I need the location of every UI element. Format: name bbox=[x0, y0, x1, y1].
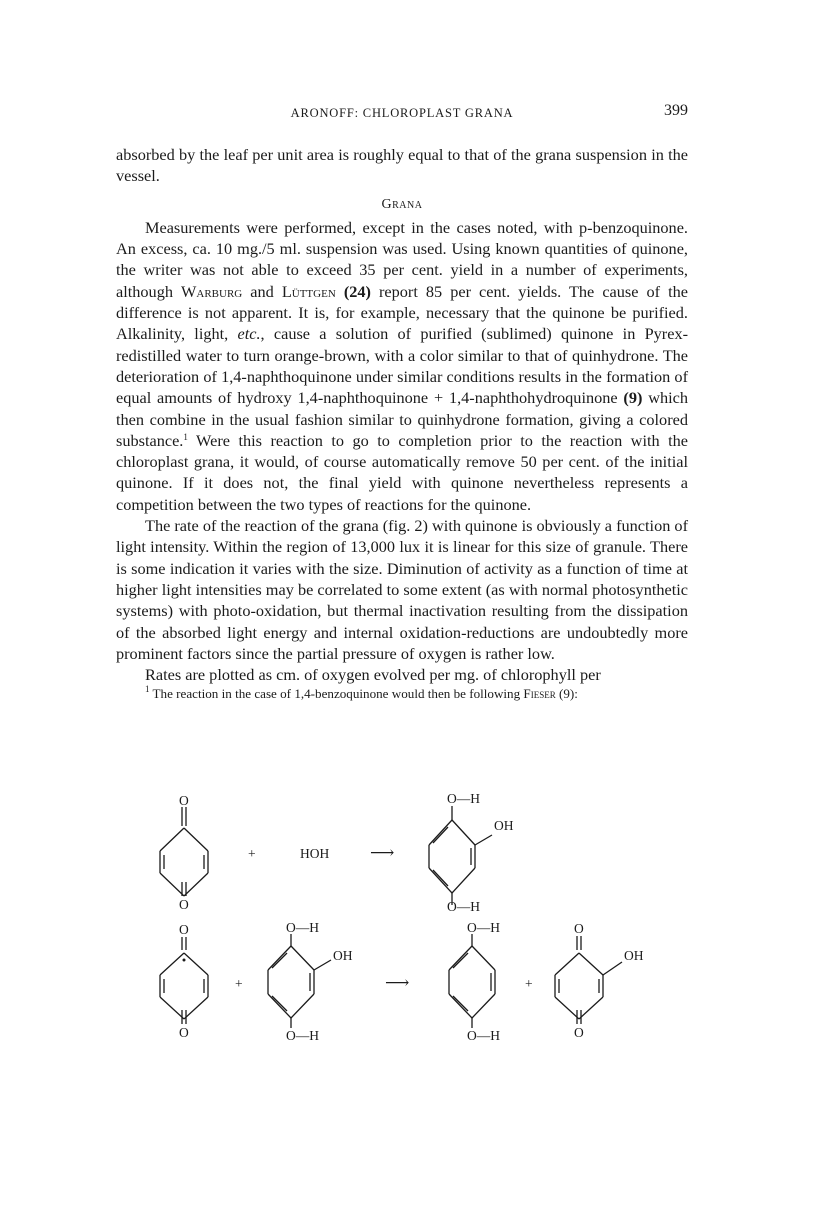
label-hydroxyl: O—H bbox=[467, 1028, 500, 1043]
citation-9: (9) bbox=[623, 388, 643, 408]
text-span: Measurements were performed, except in the cases noted, with p-benzoquinone. An excess, ca. 10 mg./5 ml. suspension was used. Using known quantities of quinone, the writer was not able to exceed 35 per cent. yield in a number of experiments, although bbox=[116, 217, 688, 301]
text-span: which then combine in the usual fashion similar to quinhydrone formation, giving a colored substance. bbox=[116, 388, 688, 450]
reaction-arrow: ⟶ bbox=[385, 973, 410, 992]
running-head: ARONOFF: CHLOROPLAST GRANA bbox=[290, 106, 514, 120]
text-span: and bbox=[242, 281, 282, 301]
label-hydroxyl: O—H bbox=[467, 920, 500, 935]
hydroxyhydroquinone-structure-2 bbox=[268, 934, 331, 1028]
paragraph-rates-plotted: Rates are plotted as cm. of oxygen evolved per mg. of chlorophyll per bbox=[145, 665, 601, 685]
label-hydroxyl: O—H bbox=[286, 1028, 319, 1043]
label-hydroxyl: O—H bbox=[286, 920, 319, 935]
footnote-marker: 1 bbox=[183, 431, 188, 442]
paragraph-continued: absorbed by the leaf per unit area is roughly equal to that of the grana suspension in the vessel. bbox=[116, 145, 688, 186]
label-water: HOH bbox=[300, 846, 330, 861]
label-oxygen: O bbox=[179, 922, 189, 937]
author-fieser: Fieser bbox=[523, 686, 556, 702]
author-warburg: Warburg bbox=[181, 281, 243, 301]
text-span: , cause a solution of purified (sublimed) quinone in Pyrex-redistilled water to turn orange-brown, with a color similar to that of quinhydrone. The deterioration of 1,4-naphthoquinone under similar conditions results in the formation of equal amounts of hydroxy 1,4-naphthoquinone + 1,4-naphthohydroquinone bbox=[116, 324, 689, 408]
citation-24: (24) bbox=[343, 281, 371, 301]
text-span: report 85 per cent. yields. The cause of the difference is not apparent. It is, for example, necessary that the quinone be purified. Alkalinity, light, bbox=[116, 281, 688, 344]
label-hydroxyl: OH bbox=[333, 948, 353, 963]
hydroquinone-structure bbox=[449, 934, 495, 1028]
hydroxyhydroquinone-structure-1 bbox=[429, 806, 492, 905]
label-oxygen: O bbox=[179, 1025, 189, 1040]
label-oxygen: O bbox=[574, 1025, 584, 1040]
label-hydroxyl: OH bbox=[624, 948, 644, 963]
page-number: 399 bbox=[664, 102, 688, 119]
plus-sign: + bbox=[525, 976, 533, 991]
paragraph-rate: The rate of the reaction of the grana (fig. 2) with quinone is obviously a function of light intensity. Within the region of 13,000 lux it is linear for this size of granule. There is some indication it varies with the size. Diminution of activity as a function of time at higher light intensities may be correlated to some extent (as with normal photosynthetic systems) with photo-oxidation, but thermal inactivation resulting from the dissipation of the absorbed light energy and internal oxidation-reductions are undoubtedly more prominent factors since the partial pressure of oxygen is rather low. bbox=[116, 516, 688, 663]
label-oxygen: O bbox=[179, 793, 189, 808]
etc-italic: etc. bbox=[237, 324, 261, 344]
footnote-text: The reaction in the case of 1,4-benzoquinone would then be following bbox=[149, 686, 524, 702]
footnote-number: 1 bbox=[145, 684, 150, 695]
benzoquinone-structure-2 bbox=[160, 937, 208, 1024]
benzoquinone-structure-1 bbox=[160, 807, 208, 896]
label-hydroxyl: OH bbox=[494, 818, 514, 833]
text-span: Were this reaction to go to completion prior to the reaction with the chloroplast grana, it would, of course automatically remove 50 per cent. of the initial quinone. If it does not, the final yield with quinone nevertheless represents a competition between the two types of reactions for the quinone. bbox=[116, 430, 688, 514]
hydroxybenzoquinone-structure bbox=[555, 936, 622, 1024]
reaction-arrow: ⟶ bbox=[370, 843, 395, 862]
footnote-text-end: (9): bbox=[555, 686, 578, 702]
author-luttgen: Lüttgen bbox=[281, 281, 336, 301]
label-hydroxyl: O—H bbox=[447, 791, 480, 806]
plus-sign: + bbox=[248, 846, 256, 861]
plus-sign: + bbox=[235, 976, 243, 991]
radical-dot bbox=[183, 959, 186, 962]
label-oxygen: O bbox=[574, 921, 584, 936]
label-hydroxyl: O—H bbox=[447, 899, 480, 914]
label-oxygen: O bbox=[179, 897, 189, 912]
section-heading: Grana bbox=[381, 196, 423, 212]
